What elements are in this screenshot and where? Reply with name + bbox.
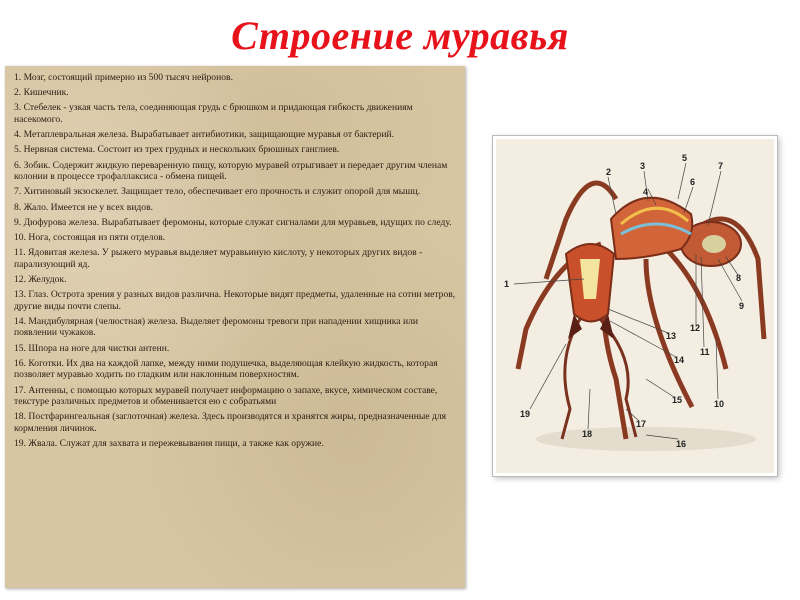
diagram-label: 4 <box>643 187 649 197</box>
diagram-label: 12 <box>690 323 701 333</box>
list-item: 10. Нога, состоящая из пяти отделов. <box>14 231 166 243</box>
list-item: 18. Постфарингеальная (заглоточная) железа. Здесь производятся и хранятся жиры, предназначенные для кормления личинок. <box>14 411 447 434</box>
diagram-label: 1 <box>504 279 510 289</box>
shadow <box>536 427 756 451</box>
list-item: 13. Глаз. Острота зрения у разных видов различна. Некоторые видят предметы, удаленные на сотни метров, другие виды почти слепы. <box>14 289 456 312</box>
diagram-label: 17 <box>636 419 647 429</box>
diagram-label: 13 <box>666 331 677 341</box>
list-item: 12. Желудок. <box>14 273 67 285</box>
diagram-label: 15 <box>672 395 683 405</box>
diagram-label: 11 <box>700 347 710 357</box>
list-item: 17. Антенны, с помощью которых муравей получает информацию о запахе, вкусе, химическом составе, текстуре различных предметов и обменивается ею с собратьями <box>14 384 438 408</box>
ant-diagram-svg <box>496 139 774 473</box>
description-list <box>5 66 465 588</box>
list-item: 1. Мозг, состоящий примерно из 500 тысяч нейронов. <box>14 72 233 83</box>
list-item: 15. Шпора на ноге для чистки антенн. <box>14 342 170 354</box>
diagram-label: 6 <box>690 177 696 187</box>
diagram-label: 3 <box>640 161 646 171</box>
list-item: 6. Зобик. Содержит жидкую переваренную пищу, которую муравей отрыгивает и передает другим членам колонии в процессе трофаллаксиса - обмена пищей. <box>14 159 448 183</box>
diagram-label: 10 <box>714 399 725 409</box>
list-item: 9. Дюфурова железа. Вырабатывает феромоны, которые служат сигналами для муравьев, идущих по следу. <box>14 216 452 228</box>
list-item: 5. Нервная система. Состоит из трех грудных и нескольких брюшных ганглиев. <box>14 144 340 156</box>
diagram-label: 2 <box>606 167 612 177</box>
diagram-label: 7 <box>718 161 724 171</box>
list-item: 4. Метаплевральная железа. Вырабатывает антибиотики, защищающие муравья от бактерий. <box>14 129 394 141</box>
list-item: 2. Кишечник. <box>14 87 69 99</box>
list-item: 19. Жвала. Служат для захвата и пережевывания пищи, а также как оружие. <box>14 438 324 450</box>
page-title: Строение муравья <box>231 13 569 58</box>
diagram-label: 5 <box>682 153 688 163</box>
diagram-label: 14 <box>674 355 685 365</box>
diagram-label: 9 <box>739 301 745 311</box>
list-item: 3. Стебелек - узкая часть тела, соединяющая грудь с брюшком и придающая гибкость движениям насекомого. <box>14 102 413 125</box>
ant-anatomy-illustration <box>493 136 777 476</box>
diagram-label: 16 <box>676 439 687 449</box>
diagram-label: 19 <box>520 409 531 419</box>
diagram-label: 8 <box>736 273 742 283</box>
list-item: 8. Жало. Имеется не у всех видов. <box>14 201 154 213</box>
list-item: 7. Хитиновый экзоскелет. Защищает тело, обеспечивает его прочность и служит опорой для мышц. <box>14 186 421 198</box>
list-item: 14. Мандибулярная (челюстная) железа. Выделяет феромоны тревоги при нападении хищника или появлении чужаков. <box>14 315 419 339</box>
list-item: 16. Коготки. Их два на каждой лапке, между ними подушечка, выделяющая клейкую жидкость, которая позволяет муравью ходить по гладким или наклонным поверхностям. <box>14 357 438 381</box>
antenna <box>562 319 580 439</box>
diagram-label: 18 <box>582 429 593 439</box>
list-item: 11. Ядовитая железа. У рыжего муравья выделяет муравьиную кислоту, у некоторых других видов - парализующий яд. <box>14 247 423 270</box>
gland <box>702 235 726 253</box>
